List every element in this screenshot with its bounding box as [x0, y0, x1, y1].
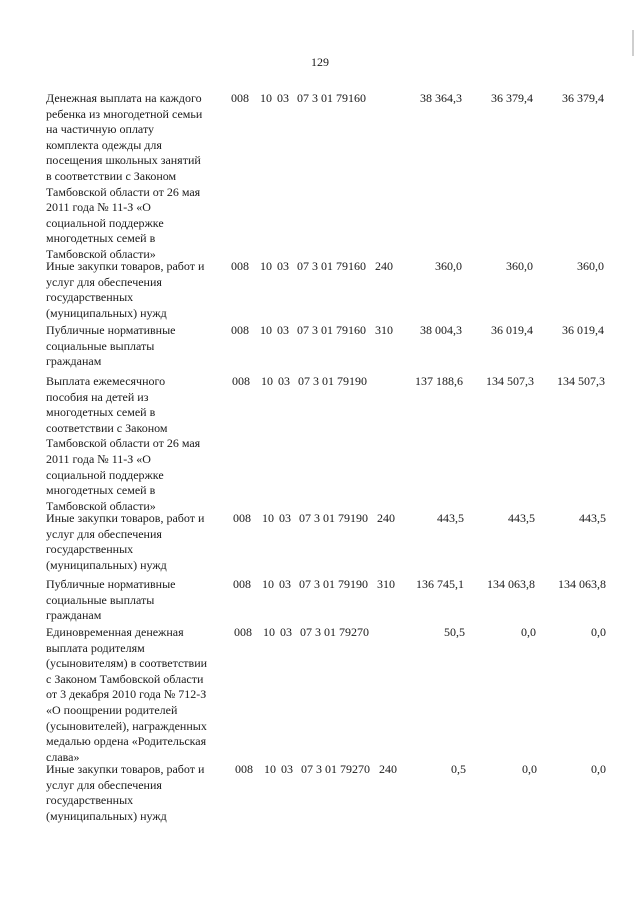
row-code-section: 10 [262, 577, 274, 591]
row-code-target: 07 3 01 79160 [297, 91, 366, 105]
row-code-expense-type: 310 [375, 323, 393, 337]
row-code-section: 10 [260, 91, 272, 105]
row-code-ministry: 008 [235, 762, 253, 776]
row-code-expense-type: 310 [377, 577, 395, 591]
row-code-subsection: 03 [279, 511, 291, 525]
row-description: Иные закупки товаров, работ и услуг для обеспечения государственных (муниципальных) нужд [46, 762, 205, 823]
row-code-target: 07 3 01 79160 [297, 323, 366, 337]
row-code-ministry: 008 [233, 577, 251, 591]
row-code-ministry: 008 [231, 259, 249, 273]
row-code-target: 07 3 01 79270 [301, 762, 370, 776]
row-code-section: 10 [262, 511, 274, 525]
row-amount-v3: 36 379,4 [562, 91, 604, 105]
row-code-target: 07 3 01 79190 [299, 577, 368, 591]
row-description: Иные закупки товаров, работ и услуг для обеспечения государственных (муниципальных) нужд [46, 259, 205, 320]
row-code-subsection: 03 [278, 374, 290, 388]
row-amount-v3: 36 019,4 [562, 323, 604, 337]
row-code-ministry: 008 [231, 323, 249, 337]
scan-edge-mark [632, 30, 634, 56]
row-code-section: 10 [261, 374, 273, 388]
row-description: Публичные нормативные социальные выплаты гражданам [46, 577, 176, 623]
row-description: Публичные нормативные социальные выплаты гражданам [46, 323, 176, 369]
row-code-expense-type: 240 [379, 762, 397, 776]
row-code-ministry: 008 [233, 511, 251, 525]
row-description: Выплата ежемесячного пособия на детей из многодетных семей в соответствии с Законом Тамбовской области от 26 мая 2011 года № 11-З «О социальной поддержке многодетных семей в Тамбовской области» [46, 374, 201, 513]
row-amount-v3: 0,0 [591, 625, 606, 639]
page-number: 129 [311, 55, 329, 69]
row-description: Иные закупки товаров, работ и услуг для обеспечения государственных (муниципальных) нужд [46, 511, 205, 572]
row-description: Денежная выплата на каждого ребенка из многодетной семьи на частичную оплату комплекта одежды для посещения школьных занятий в соответствии с Законом Тамбовской области от 26 мая 2011 года № 11-З «О социальной поддержке многодетных семей в Тамбовской области» [46, 91, 203, 261]
row-code-ministry: 008 [234, 625, 252, 639]
row-code-expense-type: 240 [377, 511, 395, 525]
row-code-subsection: 03 [280, 625, 292, 639]
row-amount-v2: 0,0 [521, 625, 536, 639]
row-amount-v2: 360,0 [506, 259, 533, 273]
row-amount-v1: 360,0 [435, 259, 462, 273]
row-description: Единовременная денежная выплата родителям (усыновителям) в соответствии с Законом Тамбовской области от 3 декабря 2010 года № 712-З «О поощрении родителей (усыновителей), награжденных медалью ордена «Родительская слава» [46, 625, 208, 764]
row-amount-v3: 0,0 [591, 762, 606, 776]
row-amount-v2: 36 379,4 [491, 91, 533, 105]
row-code-section: 10 [263, 625, 275, 639]
row-code-subsection: 03 [277, 259, 289, 273]
row-code-ministry: 008 [231, 91, 249, 105]
row-code-subsection: 03 [279, 577, 291, 591]
row-code-expense-type: 240 [375, 259, 393, 273]
row-code-target: 07 3 01 79190 [298, 374, 367, 388]
row-amount-v2: 443,5 [508, 511, 535, 525]
row-code-target: 07 3 01 79270 [300, 625, 369, 639]
row-amount-v1: 38 364,3 [420, 91, 462, 105]
row-amount-v3: 360,0 [577, 259, 604, 273]
row-amount-v1: 443,5 [437, 511, 464, 525]
row-amount-v1: 136 745,1 [416, 577, 464, 591]
row-amount-v1: 0,5 [451, 762, 466, 776]
row-code-ministry: 008 [232, 374, 250, 388]
row-code-target: 07 3 01 79160 [297, 259, 366, 273]
row-code-subsection: 03 [281, 762, 293, 776]
row-amount-v3: 134 063,8 [558, 577, 606, 591]
row-code-section: 10 [264, 762, 276, 776]
row-amount-v2: 0,0 [522, 762, 537, 776]
row-amount-v1: 137 188,6 [415, 374, 463, 388]
row-code-target: 07 3 01 79190 [299, 511, 368, 525]
row-amount-v2: 134 507,3 [486, 374, 534, 388]
row-amount-v1: 50,5 [444, 625, 465, 639]
row-code-subsection: 03 [277, 323, 289, 337]
row-code-section: 10 [260, 259, 272, 273]
row-amount-v3: 134 507,3 [557, 374, 605, 388]
row-amount-v2: 36 019,4 [491, 323, 533, 337]
row-amount-v3: 443,5 [579, 511, 606, 525]
row-amount-v2: 134 063,8 [487, 577, 535, 591]
row-code-section: 10 [260, 323, 272, 337]
row-code-subsection: 03 [277, 91, 289, 105]
row-amount-v1: 38 004,3 [420, 323, 462, 337]
